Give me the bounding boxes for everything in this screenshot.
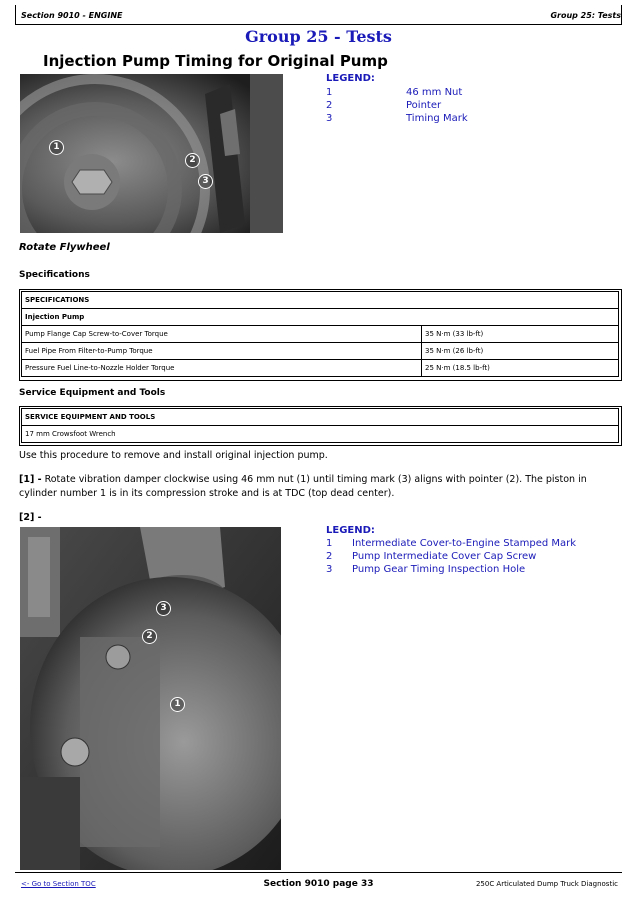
legend-number: 3 [326,113,333,124]
callout-3: 3 [198,174,213,189]
page-title: Injection Pump Timing for Original Pump [43,52,388,70]
go-to-section-toc-link[interactable]: <- Go to Section TOC [21,880,96,888]
document-title: 250C Articulated Dump Truck Diagnostic [475,880,618,888]
legend-text: Pump Intermediate Cover Cap Screw [352,551,537,562]
table-cell-label: Pump Flange Cap Screw-to-Cover Torque [22,326,422,343]
legend-title: LEGEND: [326,73,375,84]
table-cell-label: Pressure Fuel Line-to-Nozzle Holder Torque [22,360,422,377]
footer-rule [15,872,622,873]
step-1-text: Rotate vibration damper clockwise using 46 mm nut (1) until timing mark (3) aligns with pointer (2). The piston in cylinder number 1 is in its compression stroke and is at TDC (top dead center). [19,474,587,499]
callout-1: 1 [49,140,64,155]
group-title: Group 25 - Tests [245,27,392,46]
legend-number: 2 [326,100,333,111]
header-rule [15,24,622,25]
callout-1: 1 [170,697,185,712]
legend-text: Intermediate Cover-to-Engine Stamped Mark [352,538,577,549]
legend-item [326,99,468,112]
legend-number: 3 [326,564,333,575]
tools-heading: Service Equipment and Tools [19,388,166,398]
figure-caption: Rotate Flywheel [19,242,110,253]
table-row [22,343,619,360]
table-row [22,426,619,443]
table-cell: 17 mm Crowsfoot Wrench [22,426,619,443]
step-2-label-text: [2] - [19,512,42,523]
step-1-label: [1] - [19,474,42,485]
callout-3: 3 [156,601,171,616]
section-header: Section 9010 - ENGINE [21,11,123,20]
legend-text: 46 mm Nut [406,87,463,98]
legend-list [326,86,468,125]
injection-pump-photo-image [20,527,281,870]
table-header: SPECIFICATIONS [22,292,619,309]
specifications-heading: Specifications [19,270,90,280]
step-1-paragraph [19,473,621,501]
legend-number: 2 [326,551,333,562]
step-2-label [19,511,42,525]
header-divider-left [15,5,16,24]
table-row [22,360,619,377]
legend-item [326,563,576,576]
legend-item [326,537,576,550]
table-cell-value: 25 N·m (18.5 lb-ft) [422,360,619,377]
legend-text: Pump Gear Timing Inspection Hole [352,564,526,575]
legend-text: Timing Mark [406,113,468,124]
intro-paragraph: Use this procedure to remove and install original injection pump. [19,450,328,461]
specifications-table [21,291,619,377]
legend-item [326,86,468,99]
page-number: Section 9010 page 33 [263,879,374,889]
table-cell-value: 35 N·m (33 lb-ft) [422,326,619,343]
group-header: Group 25: Tests [550,11,621,20]
legend-number: 1 [326,87,333,98]
table-group-row: Injection Pump [22,309,619,326]
legend-item [326,550,576,563]
callout-2: 2 [185,153,200,168]
header-divider-right [621,5,622,24]
table-cell-label: Fuel Pipe From Filter-to-Pump Torque [22,343,422,360]
legend-title: LEGEND: [326,525,375,536]
legend-text: Pointer [406,100,442,111]
tools-table [21,408,619,443]
legend-list [326,537,576,576]
legend-item [326,112,468,125]
legend-number: 1 [326,538,333,549]
injection-pump-photo [20,527,281,870]
callout-2: 2 [142,629,157,644]
table-cell-value: 35 N·m (26 lb-ft) [422,343,619,360]
table-row [22,326,619,343]
table-header: SERVICE EQUIPMENT AND TOOLS [22,409,619,426]
